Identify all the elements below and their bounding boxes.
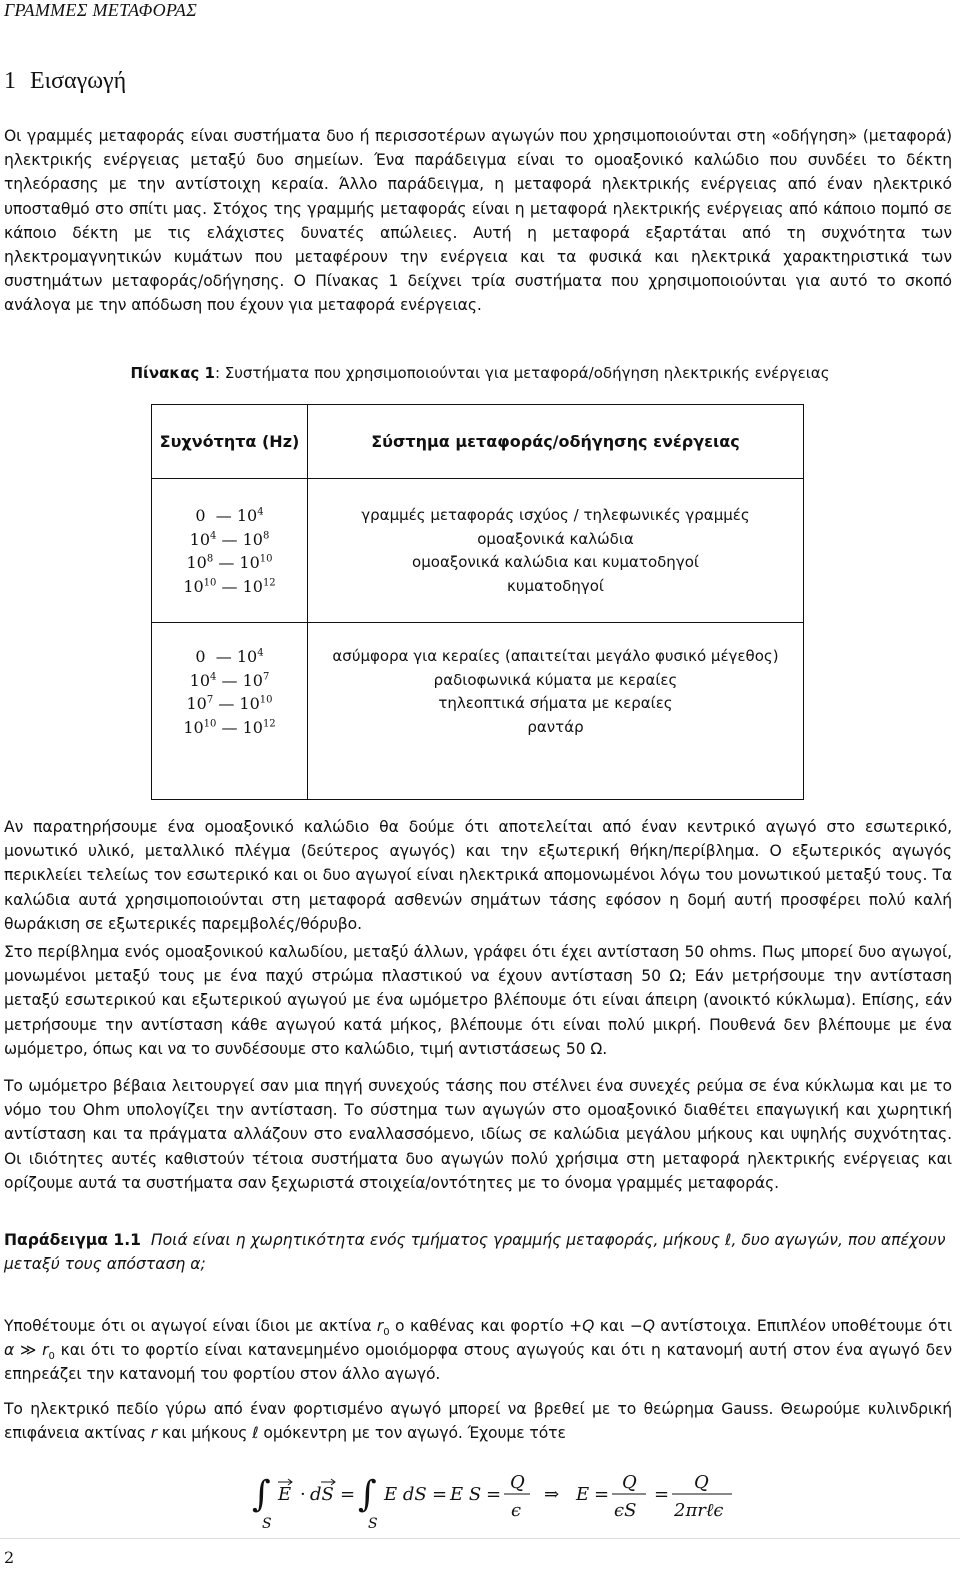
integral-sign: ∫ [358,1474,377,1515]
header-frequency: Συχνότητα (Hz) [159,432,300,451]
system-row: τηλεοπτικά σήματα με κεραίες [438,694,673,712]
system-row: γραμμές μεταφοράς ισχύος / τηλεφωνικές γραμμές [361,506,750,524]
svg-text:ϵS: ϵS [614,1500,637,1521]
freq-row: $10^{10}$ — $10^{12}$ [183,717,276,737]
svg-text:dS: dS [310,1484,334,1505]
text-run: Το ηλεκτρικό πεδίο γύρω από έναν φορτισμένο αγωγό μπορεί να βρεθεί με το θεώρημα Gauss. Θεωρούμε κυλινδρική επιφάνεια ακτίνας [4,1400,952,1443]
svg-text:E: E [278,1484,292,1505]
gauss-paragraph [4,1397,952,1445]
math-symbol: r [376,1317,384,1335]
svg-text:E S: E S [450,1484,482,1505]
system-row: ραδιοφωνικά κύματα με κεραίες [433,670,678,689]
svg-text:=: = [654,1484,670,1505]
coax-paragraph: Αν παρατηρήσουμε ένα ομοαξονικό καλώδιο θα δούμε ότι αποτελείται από έναν κεντρικό αγωγό στο εσωτερικό, μονωτικό υλικό, μεταλλικό πλέγμα (δεύτερος αγωγός) και την εξωτερική θήκη/περίβλημα. Ο εξωτερικός αγωγός περικλείει τελείως τον εσωτερικό και οι δυο αγωγοί είναι ηλεκτρικά απομονωμένοι λόγω του μονωτικού μεταξύ τους. Τα καλώδια αυτά χρησιμοποιούνται στη μεταφορά ασθενών σημάτων τάσης εφόσον η δομή αυτή προσφέρει πολύ καλή θωράκιση σε εξωτερικές παρεμβολές/θόρυβο. [4,818,952,933]
math-symbol: r [150,1424,158,1443]
svg-text:ϵ: ϵ [511,1500,522,1521]
group2-frequencies [152,645,307,739]
page-number: 2 [4,1548,15,1567]
section-title [4,68,126,95]
ohms-paragraph: Στο περίβλημα ενός ομοαξονικού καλωδίου, μεταξύ άλλων, γράφει ότι έχει αντίσταση 50 ohms. Πως μπορεί δυο αγωγοί, μονωμένοι μεταξύ τους με ένα παχύ στρώμα πλαστικού να έχουν αντίσταση 50 Ω; Εάν μετρήσουμε την αντίσταση μεταξύ εσωτερικού και εξωτερικού αγωγού με ένα ωμόμετρο βλέπουμε ότι είναι άπειρη (ανοικτό κύκλωμα). Επίσης, εάν μετρήσουμε την αντίσταση κάθε αγωγού κατά μήκος, βλέπουμε ότι είναι πολύ μικρή. Πουθενά δεν βλέπουμε με ένα ωμόμετρο, όπως και να το συνδέσουμε στο καλώδιο, τιμή αντιστάσεως 50 Ω. [4,943,952,1058]
gauss-equation [248,1462,768,1534]
example-question: Ποιά είναι η χωρητικότητα ενός τμήματος γραμμής μεταφοράς, μήκους ℓ, δυο αγωγών, που απέχουν μεταξύ τους απόσταση α; [4,1231,946,1273]
footer-divider [0,1538,960,1539]
integral-sign: ∫ [252,1474,271,1515]
math-symbol: α ≫ r [4,1341,49,1360]
group2-systems [308,645,803,739]
table-column-divider [307,405,308,799]
svg-text:=: = [594,1484,610,1505]
svg-text:2πrℓϵ: 2πrℓϵ [674,1500,724,1521]
freq-row: 0 — $10^4$ [195,506,264,525]
svg-text:·: · [300,1484,306,1505]
table-group-divider [152,622,803,623]
header-system: Σύστημα μεταφοράς/οδήγησης ενέργειας [371,432,740,451]
svg-text:=: = [432,1484,448,1505]
svg-text:Q: Q [510,1472,525,1493]
table-caption [0,364,960,382]
math-subscript: 0 [48,1351,55,1363]
running-header: ΓΡΑΜΜΕΣ ΜΕΤΑΦΟΡΑΣ [4,0,198,20]
section-title-text: Εισαγωγή [30,68,127,94]
svg-text:=: = [486,1484,502,1505]
intro-paragraph: Οι γραμμές μεταφοράς είναι συστήματα δυο ή περισσοτέρων αγωγών που χρησιμοποιούνται στη «οδήγηση» (μεταφορά) ηλεκτρικής ενέργειας μεταξύ δυο σημείων. Ένα παράδειγμα είναι το ομοαξονικό καλώδιο που συνδέει το δέκτη τηλεόρασης με την αντίστοιχη κεραία. Άλλο παράδειγμα, η μεταφορά ηλεκτρικής ενέργειας από έναν ηλεκτρικό υποσταθμό στο σπίτι μας. Στόχος της γραμμής μεταφοράς είναι η μεταφορά ηλεκτρικής ενέργειας από κάποιο πομπό σε κάποιο δέκτη με τις ελάχιστες δυνατές απώλειες. Αυτή η μεταφορά εξαρτάται από τη συχνότητα των ηλεκτρομαγνητικών κυμάτων που μεταφέρουν την ενέργεια και τα φυσικά και ηλεκτρικά χαρακτηριστικά των συστημάτων μεταφοράς/οδήγησης. Ο Πίνακας 1 δείχνει τρία συστήματα που χρησιμοποιούνται για αυτό το σκοπό ανάλογα με την απόδωση που έχουν για μεταφορά ενέργειας. [4,127,952,315]
text-run: και ότι το φορτίο είναι κατανεμημένο ομοιόμορφα στους αγωγούς και ότι η κατανομή αυτή στον ένα αγωγό δεν επηρεάζει την κατανομή του φορτίου στον άλλο αγωγό. [4,1341,952,1384]
math-subscript: 0 [383,1327,390,1339]
example-label: Παράδειγμα 1.1 [4,1231,141,1249]
svg-text:E: E [576,1484,590,1505]
freq-row: $10^{10}$ — $10^{12}$ [183,576,276,596]
subscript-S: S [368,1516,378,1532]
section-number: 1 [4,68,16,94]
system-row: κυματοδηγοί [507,576,604,595]
frequency-table [151,404,804,800]
system-row: ομοαξονικά καλώδια [477,529,634,548]
system-row: ομοαξονικά καλώδια και κυματοδηγοί [412,553,699,571]
text-run: και μήκους [157,1424,253,1443]
svg-text:Q: Q [622,1472,637,1493]
text-run: ο καθένας και φορτίο [389,1317,570,1335]
subscript-S: S [262,1516,272,1532]
freq-row: $10^4$ — $10^8$ [189,529,270,549]
svg-text:Q: Q [694,1472,709,1493]
system-row: ασύμφορα για κεραίες (απαιτείται μεγάλο φυσικό μέγεθος) [332,647,779,665]
system-row: ραντάρ [527,717,584,736]
math-symbol: −Q [629,1317,655,1335]
group1-systems [308,504,803,598]
group1-frequencies [152,504,307,598]
assumption-paragraph [4,1314,952,1387]
math-symbol: ℓ [252,1424,259,1443]
text-run: αντίστοιχα. Επιπλέον υποθέτουμε ότι [654,1317,952,1335]
ohmmeter-paragraph: Το ωμόμετρο βέβαια λειτουργεί σαν μια πηγή συνεχούς τάσης που στέλνει ένα συνεχές ρεύμα σε ένα κύκλωμα και με το νόμο του Ohm υπολογίζει την αντίσταση. Το σύστημα των αγωγών στο ομοαξονικό διαθέτει επαγωγική και χωρητική αντίσταση και τα πράγματα αλλάζουν στο εναλλασσόμενο, ιδίως σε καλώδια μεγάλου μήκους και υψηλής συχνότητας. Οι ιδιότητες αυτές καθιστούν τέτοια συστήματα δυο αγωγών πολύ χρήσιμα στη μεταφορά ηλεκτρικής ενέργειας και ορίζουμε αυτά τα συστήματα σαν ξεχωριστά στοιχεία/οντότητες με το όνομα γραμμές μεταφοράς. [4,1077,952,1192]
math-symbol: +Q [569,1317,595,1335]
example-heading [4,1228,950,1276]
svg-text:E dS: E dS [384,1484,427,1505]
text-run: ομόκεντρη με τον αγωγό. Έχουμε τότε [258,1424,566,1443]
freq-row: $10^8$ — $10^{10}$ [186,553,273,572]
freq-row: $10^4$ — $10^7$ [189,670,270,690]
freq-row: $10^7$ — $10^{10}$ [186,694,273,713]
table-caption-label: Πίνακας 1 [130,364,215,382]
freq-row: 0 — $10^4$ [195,647,264,666]
table-caption-text: : Συστήματα που χρησιμοποιούνται για μεταφορά/οδήγηση ηλεκτρικής ενέργειας [214,364,830,382]
text-run: και [594,1317,630,1335]
svg-text:=: = [340,1484,356,1505]
svg-text:⇒: ⇒ [544,1484,560,1505]
text-run: Υποθέτουμε ότι οι αγωγοί είναι ίδιοι με ακτίνα [4,1317,377,1335]
table-header-divider [152,478,803,479]
